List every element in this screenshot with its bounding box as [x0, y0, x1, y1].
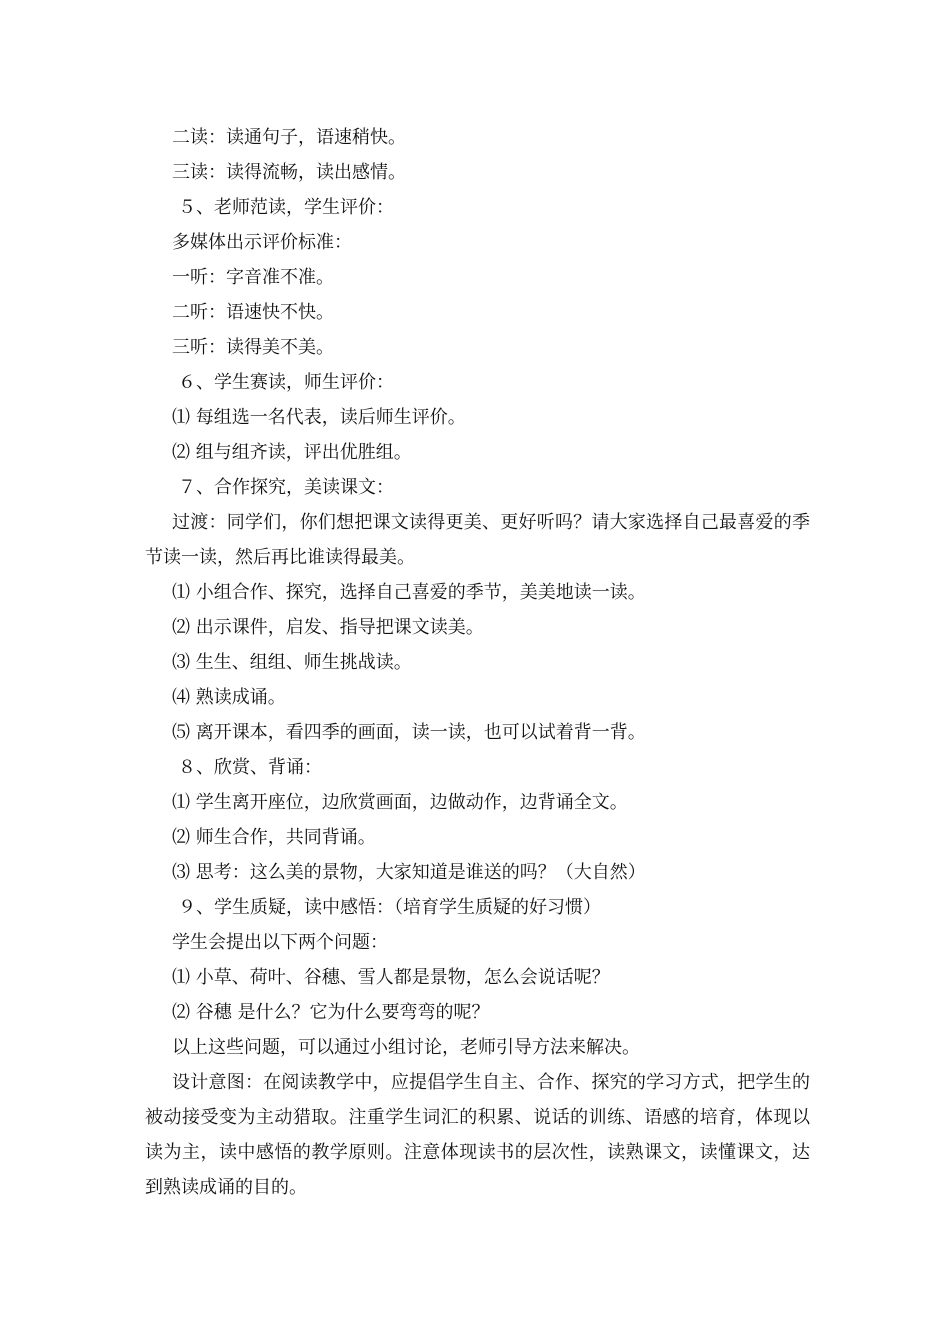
text-line: 以上这些问题，可以通过小组讨论，老师引导方法来解决。 [172, 1037, 640, 1058]
text-line: 三听：读得美不美。 [172, 337, 334, 358]
text-line: 学生会提出以下两个问题： [172, 932, 388, 953]
list-item: ⑶ 思考：这么美的景物，大家知道是谁送的吗？（大自然） [172, 862, 646, 883]
step-heading: ７、合作探究，美读课文： [178, 477, 394, 498]
list-item: ⑴ 小组合作、探究，选择自己喜爱的季节，美美地读一读。 [172, 582, 646, 603]
step-heading: ５、老师范读，学生评价： [178, 197, 394, 218]
list-item: ⑶ 生生、组组、师生挑战读。 [172, 652, 412, 673]
text-line: 三读：读得流畅，读出感情。 [172, 162, 406, 183]
list-item: ⑵ 师生合作，共同背诵。 [172, 827, 376, 848]
paragraph-design-intent: 设计意图：在阅读教学中，应提倡学生自主、合作、探究的学习方式，把学生的被动接受变为主动猎取。注重学生词汇的积累、说话的训练、语感的培育，体现以读为主，读中感悟的教学原则。注意体现读书的层次性，读熟课文，读懂课文，达到熟读成诵的目的。 [145, 1072, 810, 1198]
list-item: ⑴ 小草、荷叶、谷穗、雪人都是景物，怎么会说话呢？ [172, 967, 610, 988]
text-line: 一听：字音准不准。 [172, 267, 334, 288]
list-item: ⑵ 组与组齐读，评出优胜组。 [172, 442, 412, 463]
step-heading: ８、欣赏、背诵： [178, 757, 322, 778]
step-heading: ９、学生质疑，读中感悟：（培育学生质疑的好习惯） [178, 897, 601, 918]
list-item: ⑵ 谷穗 是什么？它为什么要弯弯的呢？ [172, 1002, 490, 1023]
text-line: 二听：语速快不快。 [172, 302, 334, 323]
list-item: ⑴ 每组选一名代表，读后师生评价。 [172, 407, 466, 428]
text-line: 二读：读通句子，语速稍快。 [172, 127, 406, 148]
text-line: 多媒体出示评价标准： [172, 232, 352, 253]
paragraph-transition: 过渡：同学们，你们想把课文读得更美、更好听吗？请大家选择自己最喜爱的季节读一读，然后再比谁读得最美。 [145, 512, 810, 568]
list-item: ⑴ 学生离开座位，边欣赏画面，边做动作，边背诵全文。 [172, 792, 628, 813]
list-item: ⑵ 出示课件，启发、指导把课文读美。 [172, 617, 484, 638]
list-item: ⑸ 离开课本，看四季的画面，读一读，也可以试着背一背。 [172, 722, 646, 743]
document-body [145, 120, 810, 1205]
list-item: ⑷ 熟读成诵。 [172, 687, 286, 708]
step-heading: ６、学生赛读，师生评价： [178, 372, 394, 393]
